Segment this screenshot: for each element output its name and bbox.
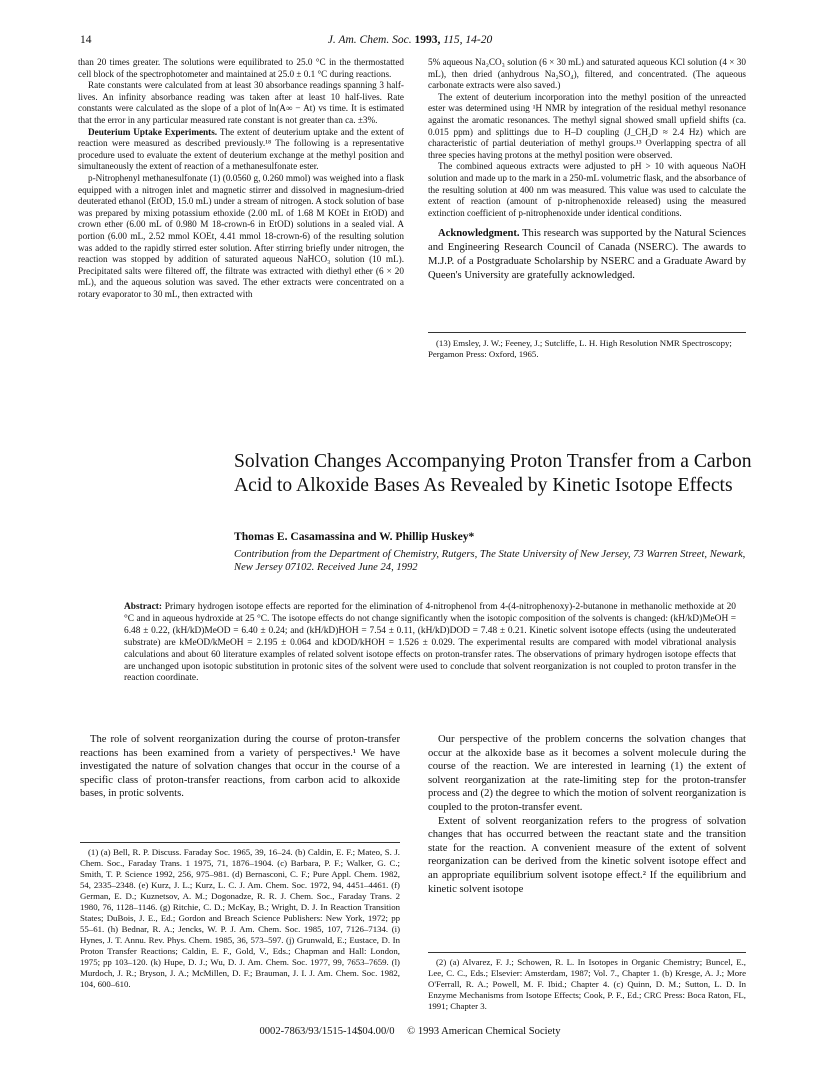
page-footer (80, 1026, 740, 1037)
page-number: 14 (80, 34, 92, 46)
footnote-divider (80, 842, 400, 843)
article-code: 0002-7863/93/1515-14$04.00/0 (259, 1026, 395, 1037)
abstract (124, 602, 736, 685)
journal-name: J. Am. Chem. Soc. (327, 34, 412, 46)
journal-year: 1993, (414, 34, 441, 46)
paragraph: p-Nitrophenyl methanesulfonate (1) (0.0560 g, 0.260 mmol) was weighed into a flask equipped with a nitrogen inlet and magnetic stirrer and dissolved in magnesium-dried deuterated ethanol (EtOD, 15.0 mL) under a stream of nitrogen. A stock solution of base was prepared by mixing potassium ethoxide (2.00 mL of 1.68 M KOEt in EtOD) and crown ether (6.00 mL of 0.980 M 18-crown-6 in EtOD) solutions in a sealed vial. A portion (6.00 mL, 2.52 mmol KOEt, 4.41 mmol 18-crown-6) of the resulting solution was added to the rapidly stirred ester solution. After stirring briefly under nitrogen, the reaction was stopped by addition of saturated aqueous NaHCO₃ solution (10 mL). Precipitated salts were filtered off, the filtrate was extracted with diethyl ether (6 × 20 mL), and the aqueous solution was saved. The ether extracts were concentrated on a rotary evaporator to 30 mL, then extracted with (78, 172, 404, 299)
intro-right-column (428, 733, 746, 896)
paragraph: 5% aqueous Na₂CO₃ solution (6 × 30 mL) and saturated aqueous KCl solution (4 × 30 mL), then dried (anhydrous Na₂SO₄), filtered, and concentrated. (The aqueous carbonate extracts were also saved.) (428, 57, 746, 91)
running-head (80, 34, 740, 50)
experimental-right-column (428, 57, 746, 283)
acknowledgment-heading: Acknowledgment. (438, 228, 520, 240)
article-title: Solvation Changes Accompanying Proton Transfer from a Carbon Acid to Alkoxide Bases As Revealed by Kinetic Isotope Effects (234, 451, 752, 496)
copyright-notice: © 1993 American Chemical Society (407, 1026, 561, 1037)
abstract-text: Primary hydrogen isotope effects are reported for the elimination of 4-nitrophenol from 4-(4-nitrophenoxy)-2-butanone in methanolic methoxide at 20 °C and in aqueous hydroxide at 25 °C. The isotope effects do not change significantly when the isotopic composition of the solvents is changed: (kH/kD)MeOH = 6.48 ± 0.22, (kH/kD)MeOD = 6.40 ± 0.24; and (kH/kD)HOH = 7.54 ± 0.11, (kH/kD)DOD = 7.48 ± 0.21. Kinetic solvent isotope effects (using the undeuterated substrate) are kMeOD/kMeOH = 2.195 ± 0.064 and kDOD/kHOH = 1.526 ± 0.029. The experimental results are compared with model vibrational analysis calculations and about 60 literature examples of related solvent isotope effects on proton-transfer rates. The observations of primary hydrogen isotope effects that are unchanged upon isotopic substitution in protonic sites of the solvent were used to conclude that solvent reorganization is not coupled to proton transfer in the reaction coordinate. (124, 602, 736, 684)
paragraph: Extent of solvent reorganization refers to the progress of solvation changes that has occurred between the reactant state and the transition state for the reaction. A convenient measure of the extent of solvent reorganization can be derived from the kinetic solvent isotope effect and an appropriate equilibrium solvent isotope effect.² If the equilibrium and kinetic solvent isotope (428, 815, 746, 895)
paragraph-text: The extent of deuterium uptake and the extent of reaction were measured as described previously.¹⁸ The following is a representative procedure used to evaluate the extent of deuterium exchange at the methyl position and simultaneously the extent of reaction of a methanesulfonate ester. (78, 126, 404, 172)
section-heading: Deuterium Uptake Experiments. (88, 126, 218, 137)
reference-13: (13) Emsley, J. W.; Feeney, J.; Sutcliffe, L. H. High Resolution NMR Spectroscopy; Pergamon Press: Oxford, 1965. (428, 338, 732, 359)
deuterium-uptake-paragraph (78, 127, 404, 173)
footnote-1: (1) (a) Bell, R. P. Discuss. Faraday Soc. 1965, 39, 16–24. (b) Caldin, E. F.; Mateo, S. J. Chem. Soc., Faraday Trans. 1 1975, 71, 1876–1904. (c) Barbara, P. F.; Walker, G. C.; Smith, T. P. Science 1992, 256, 975–981. (d) Bernasconi, C. F.; Pure Appl. Chem. 1982, 54, 2335–2348. (e) Kurz, J. L.; Kurz, L. C. J. Am. Chem. Soc. 1972, 94, 4451–4461. (f) German, E. D.; Kuznetsov, A. M.; Dogonadze, R. R. J. Chem. Soc., Faraday Trans. 2 1980, 76, 1128–1146. (g) Ritchie, C. D.; McKay, B.; Wright, D. J. In Reaction Transition States; DuBois, J. E., Ed.; Gordon and Breach Science Publishers: New York, 1972; pp 55–61. (h) Bednar, R. A.; Jencks, W. P. J. Am. Chem. Soc. 1985, 107, 7126–7134. (i) Hynes, J. T. Annu. Rev. Phys. Chem. 1985, 36, 573–597. (j) Grunwald, E.; Eustace, D. In Proton Transfer Reactions; Caldin, E. F., Gold, V., Eds.; Chapman and Hall: London, 1975; pp 103–120. (k) Hupe, D. J.; Wu, D. J. Am. Chem. Soc. 1977, 99, 7653–7659. (l) Murdoch, J. R.; Bryson, J. A.; McMillen, D. F.; Brauman, J. I. J. Am. Chem. Soc. 1982, 104, 600–610. (80, 847, 400, 989)
footnote-2: (2) (a) Alvarez, F. J.; Schowen, R. L. In Isotopes in Organic Chemistry; Buncel, E., Lee, C. C., Eds.; Elsevier: Amsterdam, 1987; Vol. 7., Chapter 1. (b) Kresge, A. J.; More O'Ferrall, R. A.; Powell, M. F. Ibid.; Chapter 4. (c) Quinn, D. M.; Sutton, L. D. In Enzyme Mechanisms from Isotope Effects; Cook, P. F., Ed.; CRC Press: Boca Raton, FL, 1991; Chapter 3. (428, 957, 746, 1011)
abstract-label: Abstract: (124, 602, 163, 612)
acknowledgment (428, 227, 746, 282)
affiliation: Contribution from the Department of Chemistry, Rutgers, The State University of New Jersey, 73 Warren Street, Newark, New Jersey 07102. Received June 24, 1992 (234, 549, 746, 574)
footnote-divider (428, 332, 746, 333)
author-line: Thomas E. Casamassina and W. Phillip Huskey* (234, 530, 475, 543)
paragraph: The role of solvent reorganization during the course of proton-transfer reactions has been examined from a variety of perspectives.¹ We have investigated the nature of solvation changes that occur in the course of a specific class of proton-transfer reactions, from carbon acid to alkoxide bases, in protic solvents. (80, 734, 400, 800)
paragraph: Our perspective of the problem concerns the solvation changes that occur at the alkoxide base as it becomes a solvent molecule during the course of the reaction. We are interested in learning (1) the extent of solvent reorganization at the rate-limiting step for the proton-transfer process and (2) the degree to which the motion of solvent reorganization is coupled to the proton-transfer event. (428, 734, 746, 813)
journal-volume-pages: 115, 14-20 (443, 34, 493, 46)
experimental-continued-column (78, 57, 404, 300)
paragraph: The combined aqueous extracts were adjusted to pH > 10 with aqueous NaOH solution and made up to the mark in a 250-mL volumetric flask, and the absorbance of the resulting solution at 400 nm was measured. This value was used to calculate the extent of reaction (amount of p-nitrophenoxide released) using the measured extinction coefficient of p-nitrophenoxide under identical conditions. (428, 161, 746, 218)
paragraph: than 20 times greater. The solutions were equilibrated to 25.0 °C in the thermostatted cell block of the spectrophotometer and maintained at 25.0 ± 0.1 °C during reactions. (78, 57, 404, 79)
paragraph: The extent of deuterium incorporation into the methyl position of the unreacted ester was determined using ¹H NMR by integration of the residual methyl resonance against the aromatic resonances. The methyl signal showed small upfield shifts (ca. 0.015 ppm) and splittings due to H–D coupling (J_CH₂D ≈ 2.4 Hz) which are characteristic of partial deuteriation of methyl groups.¹³ Overlapping spectra of all three species having protons at the methyl position were observed. (428, 91, 746, 160)
paragraph: Rate constants were calculated from at least 30 absorbance readings spanning 3 half-lives. An infinity absorbance reading was taken after at least 10 half-lives. Rate constants were calculated as the slope of a plot of ln(A∞ − At) vs time. It is estimated that the error in any particular measured rate constant is not greater than ca. ±3%. (78, 80, 404, 125)
acknowledgment-text: This research was supported by the Natural Sciences and Engineering Research Council of Canada (NSERC). The awards to M.J.P. of a Postgraduate Scholarship by NSERC and a Graduate Award by Queen's University are gratefully acknowledged. (428, 228, 746, 281)
journal-citation (80, 34, 740, 46)
intro-left-column (80, 733, 400, 801)
footnote-divider (428, 952, 746, 953)
